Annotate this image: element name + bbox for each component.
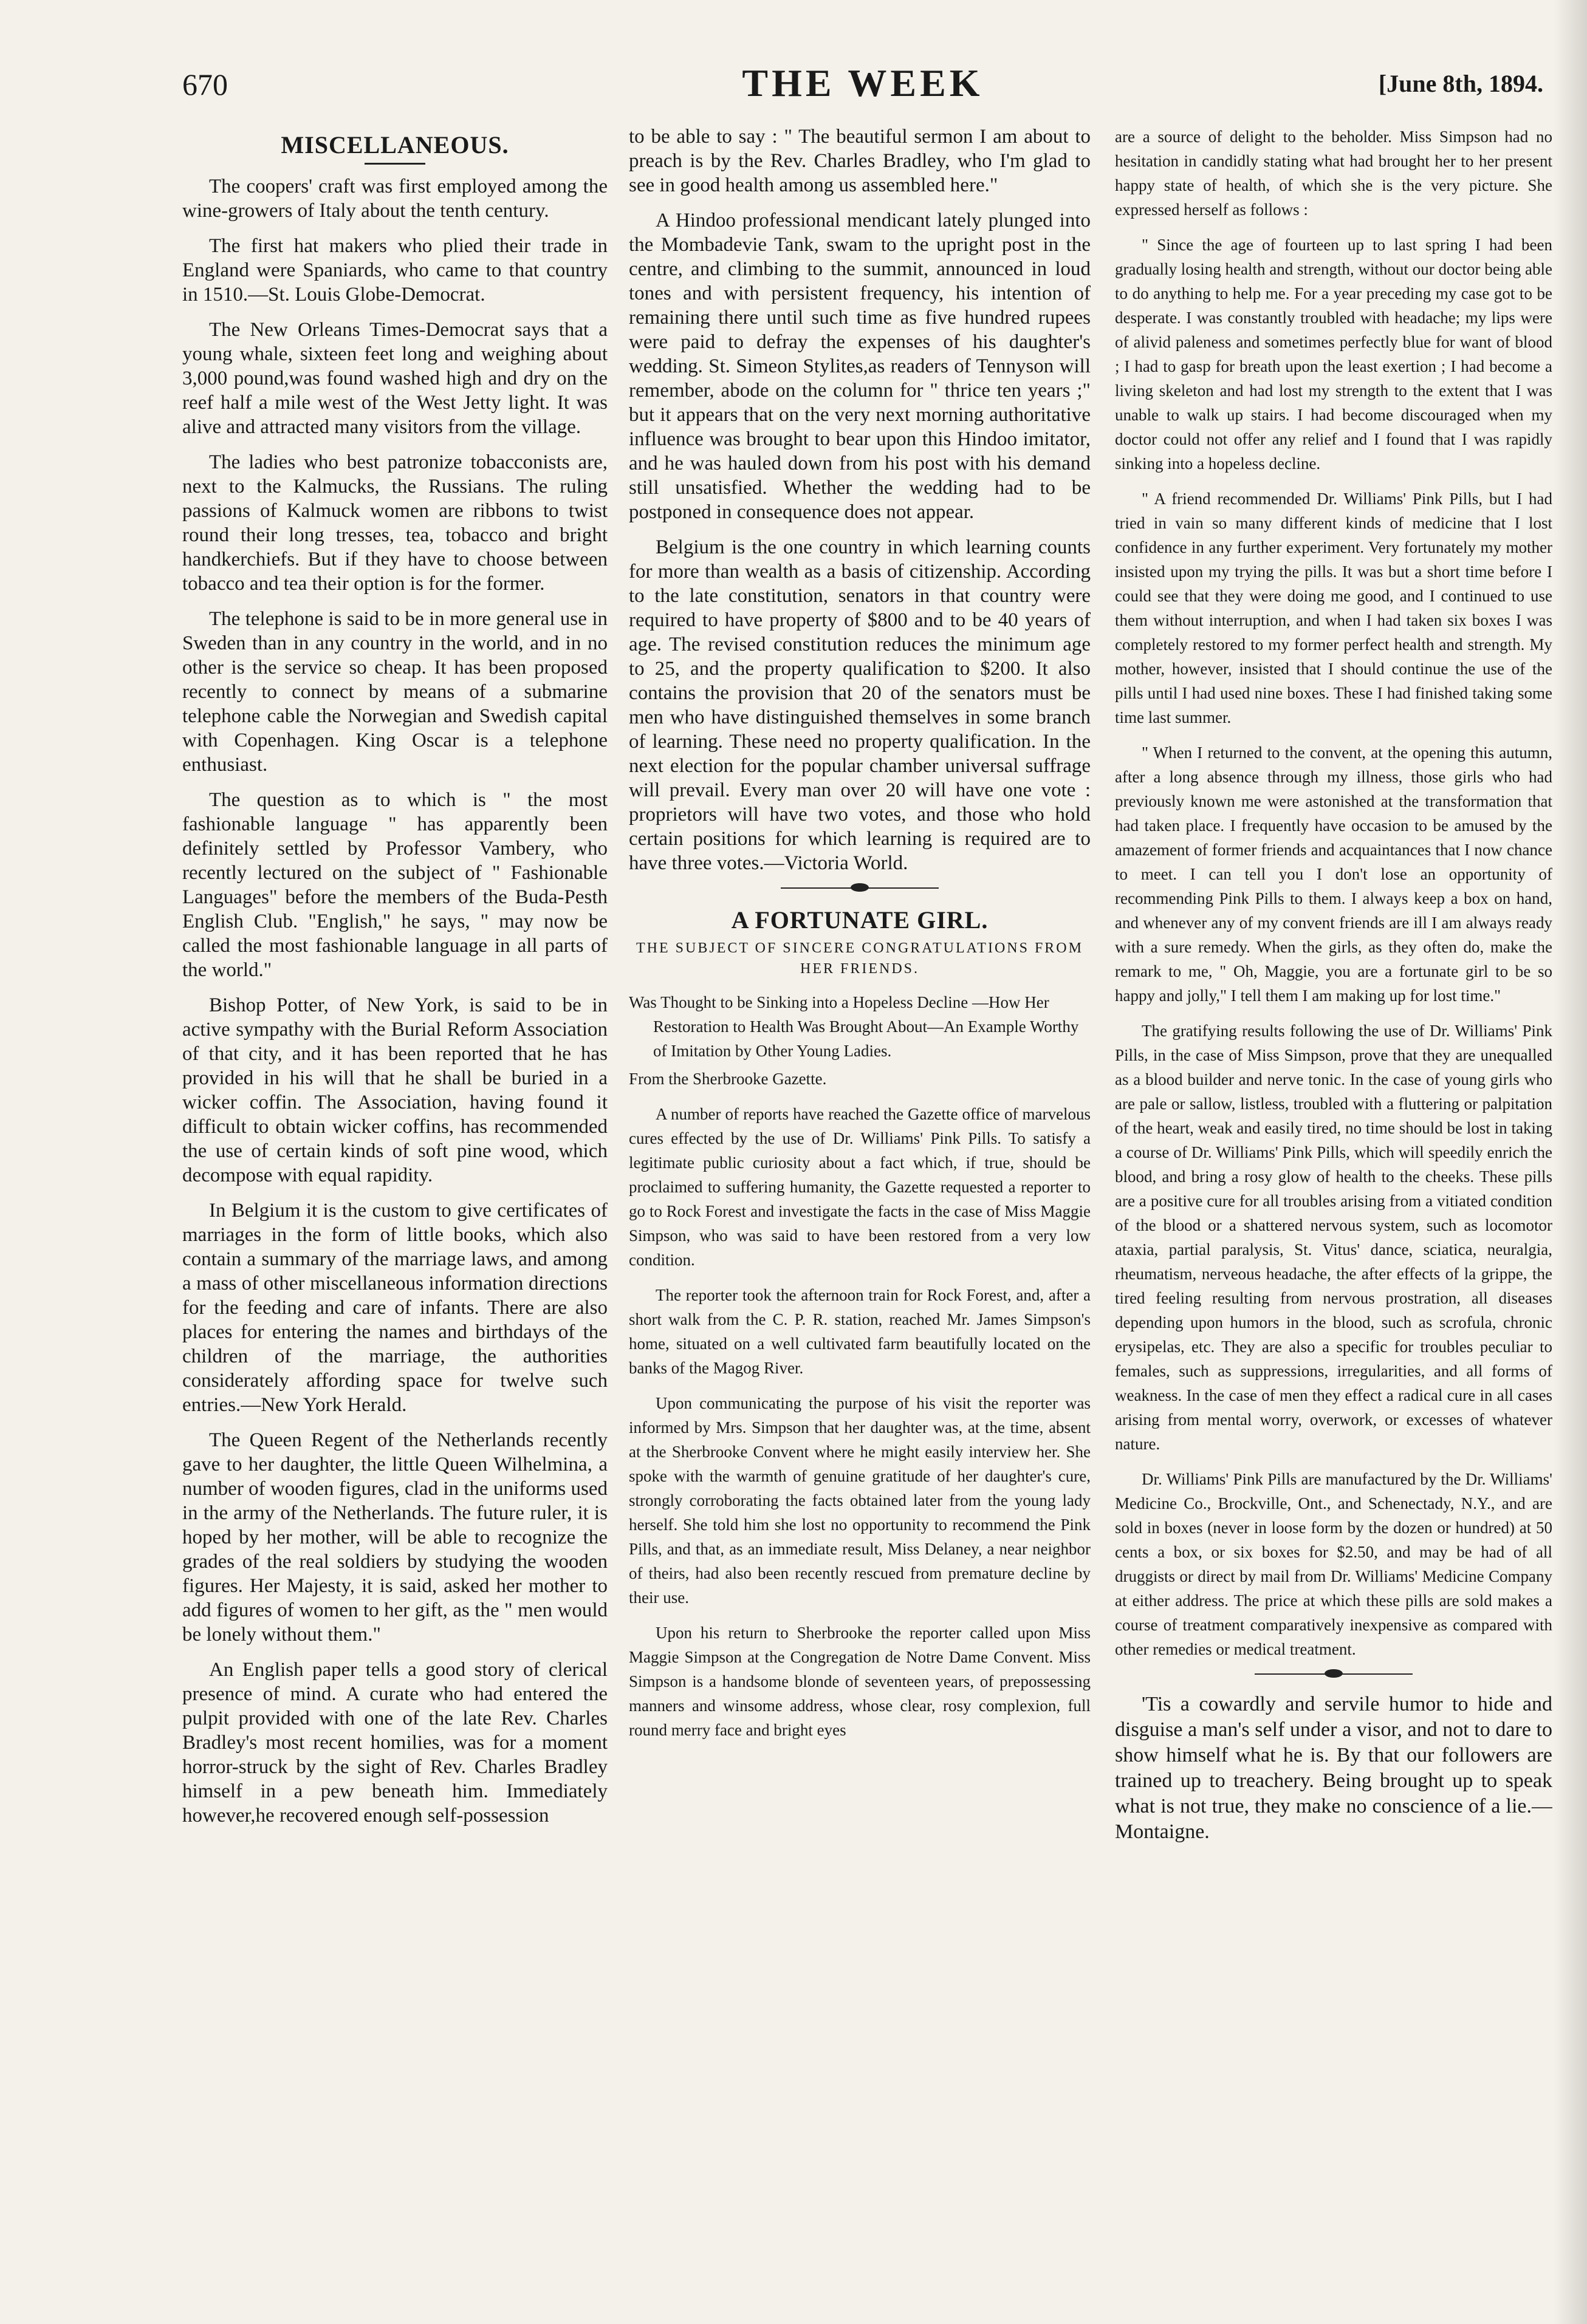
page-edge-shadow xyxy=(1554,0,1587,2324)
paragraph: Upon communicating the purpose of his visit the reporter was informed by Mrs. Simpson that her daughter was, at the time, absent at the Sherbrooke Convent where he might easily interview her. She spoke with the warmth of genuine gratitude of her daughter's cure, strongly corroborating the facts obtained later from the young lady herself. She told him she lost no opportunity to recommend the Pink Pills, and that, as an immediate result, Miss Delaney, a near neighbor of theirs, had also been recently rescued from premature decline by their use. xyxy=(629,1394,1091,1607)
article-continued xyxy=(1115,125,1552,1661)
page-header xyxy=(182,61,1543,115)
miscellaneous-continued xyxy=(629,125,1091,875)
paragraph: are a source of delight to the beholder. Miss Simpson had no hesitation in candidly stating what had brought her to her present happy state of health, of which she is the very picture. She expressed herself as follows : xyxy=(1115,128,1552,219)
paragraph: A Hindoo professional mendicant lately plunged into the Mombadevie Tank, swam to the upright post in the centre, and climbing to the summit, announced in loud tones and with persistent frequency, his intention of remaining there until such time as five hundred rupees were paid to defray the expenses of his daughter's wedding. St. Simeon Stylites,as readers of Tennyson will remember, abode on the column for " thrice ten years ;" but it appears that on the very next morning authoritative influence was brought to bear upon this Hindoo imitator, and he was hauled down from his post with his demand still unsatisfied. Whether the wedding had to be postponed in consequence does not appear. xyxy=(629,210,1091,523)
column-miscellaneous xyxy=(182,125,608,2287)
paragraph: An English paper tells a good story of clerical presence of mind. A curate who had entered the pulpit provided with one of the late Rev. Charles Bradley's most recent homilies, was for a moment horror-struck by the sight of Rev. Charles Bradley himself in a pew beneath him. Immediately however,he recovered enough self-possession xyxy=(182,1659,608,1827)
issue-date: [June 8th, 1894. xyxy=(1378,70,1543,97)
paragraph: " A friend recommended Dr. Williams' Pink Pills, but I had tried in vain so many different kinds of medicine that I lost confidence in any further experiment. Very fortunately my mother insisted upon my trying the pills. It was but a short time before I could see that they were doing me good, and I continued to use them without interruption, and when I had taken six boxes I was completely restored to my former perfect health and strength. My mother, however, insisted that I should continue the use of the pills until I had used nine boxes. These I had finished taking some time last summer. xyxy=(1115,490,1552,726)
paragraph: The telephone is said to be in more general use in Sweden than in any country in the world, and in no other is the service so cheap. It has been proposed recently to connect by means of a submarine telephone cable the Norwegian and Swedish capital with Copenhagen. King Oscar is a telephone enthusiast. xyxy=(182,608,608,776)
paragraph: The reporter took the afternoon train for Rock Forest, and, after a short walk from the C. P. R. station, reached Mr. James Simpson's home, situated on a well cultivated farm beautifully located on the banks of the Magog River. xyxy=(629,1286,1091,1377)
section-heading: MISCELLANEOUS. xyxy=(281,131,509,159)
quote-block xyxy=(1115,1692,1552,1845)
paragraph: " When I returned to the convent, at the opening this autumn, after a long absence through my illness, those girls who had previously known me were astonished at the transformation that had taken place. I frequently have occasion to be amused by the amazement of former friends and acquaintances that I now chance to meet. I can tell you I don't lose an opportunity of recommending Pink Pills to them. I always keep a box on hand, and whenever any of my convent friends are ill I am always ready with a sure remedy. When the girls, as they often do, make the remark to me, " Oh, Maggie, you are a fortunate girl to be so happy and jolly," I tell them I am making up for lost time." xyxy=(1115,743,1552,1005)
page-number: 670 xyxy=(182,67,228,101)
article-source: From the Sherbrooke Gazette. xyxy=(629,1070,827,1088)
divider xyxy=(365,163,425,165)
paragraph: Upon his return to Sherbrooke the reporter called upon Miss Maggie Simpson at the Congregation de Notre Dame Convent. Miss Simpson is a handsome blonde of seventeen years, of prepossessing manners and winsome address, whose clear, rosy complexion, full round merry face and bright eyes xyxy=(629,1624,1091,1739)
article-deck: Was Thought to be Sinking into a Hopeless Decline —How Her Restoration to Health Was Brought About—An Example Worthy of Imitation by Other Young Ladies. xyxy=(629,993,1079,1060)
paragraph: Bishop Potter, of New York, is said to be in active sympathy with the Burial Reform Association of that city, and it has been reported that he has provided in his will that he shall be buried in a wicker coffin. The Association, having found it difficult to obtain wicker coffins, has recommended the use of certain kinds of soft pine wood, which decompose with equal rapidity. xyxy=(182,994,608,1186)
column-right xyxy=(1115,125,1552,2287)
paragraph: The Queen Regent of the Netherlands recently gave to her daughter, the little Queen Wilhelmina, a number of wooden figures, clad in the uniforms used in the army of the Netherlands. The future ruler, it is hoped by her mother, will be able to recognize the grades of the real soldiers by studying the wooden figures. Her Majesty, it is said, asked her mother to add figures of women to her gift, as the " men would be lonely without them." xyxy=(182,1429,608,1646)
paragraph: Belgium is the one country in which learning counts for more than wealth as a basis of citizenship. According to the late constitution, senators in that country were required to have property of $800 and to be 40 years of age. The revised constitution reduces the minimum age to 25, and the property qualification to $200. It also contains the provision that 20 of the senators must be men who have distinguished themselves in some branch of learning. These need no property qualification. In the next election for the popular chamber universal suffrage will prevail. Every man over 20 will have one vote : proprietors will have two votes, and those who hold certain positions for which learning is required are to have three votes.—Victoria World. xyxy=(629,536,1091,874)
column-middle xyxy=(629,125,1091,2287)
paragraph: A number of reports have reached the Gazette office of marvelous cures effected by the use of Dr. Williams' Pink Pills. To satisfy a legitimate public curiosity about a fact which, if true, should be proclaimed to suffering humanity, the Gazette requested a reporter to go to Rock Forest and investigate the facts in the case of Miss Maggie Simpson, who was said to have been restored from a very low condition. xyxy=(629,1105,1091,1269)
paragraph: " Since the age of fourteen up to last spring I had been gradually losing health and strength, without our doctor being able to do anything to help me. For a year preceding my case got to be desperate. I was constantly troubled with headache; my lips were of alivid paleness and sometimes perfectly blue for want of blood ; I had to gasp for breath upon the least exertion ; I had become a living skeleton and had lost my strength to the extent that I was unable to walk up stairs. I had become discouraged when my doctor could not offer any relief and I found that I was rapidly sinking into a hopeless decline. xyxy=(1115,236,1552,473)
paragraph: In Belgium it is the custom to give certificates of marriages in the form of little books, which also contain a summary of the marriage laws, and among a mass of other miscellaneous information directions for the feeding and care of infants. There are also places for entering the names and birthdays of the children of the marriage, the authorities considerately affording space for twelve such entries.—New York Herald. xyxy=(182,1200,608,1416)
paragraph: The New Orleans Times-Democrat says that a young whale, sixteen feet long and weighing about 3,000 pound,was found washed high and dry on the reef half a mile west of the West Jetty light. It was alive and attracted many visitors from the village. xyxy=(182,319,608,438)
journal-title: THE WEEK xyxy=(742,61,984,104)
article-body xyxy=(629,990,1091,1742)
ornamental-divider xyxy=(781,887,939,891)
article-subhead: THE SUBJECT OF SINCERE CONGRATULATIONS FROM HER FRIENDS. xyxy=(636,940,1083,977)
paragraph: to be able to say : " The beautiful sermon I am about to preach is by the Rev. Charles Bradley, who I'm glad to see in good health among us assembled here." xyxy=(629,126,1091,196)
paragraph: The first hat makers who plied their trade in England were Spaniards, who came to that country in 1510.—St. Louis Globe-Democrat. xyxy=(182,235,608,306)
paragraph: The coopers' craft was first employed among the wine-growers of Italy about the tenth century. xyxy=(182,176,608,222)
montaigne-quote: 'Tis a cowardly and servile humor to hide and disguise a man's self under a visor, and not to dare to show himself what he is. By that our followers are trained up to treachery. Being brought up to speak what is not true, they make no conscience of a lie.—Montaigne. xyxy=(1115,1693,1552,1843)
paragraph: The ladies who best patronize tobacconists are, next to the Kalmucks, the Russians. The ruling passions of Kalmuck women are ribbons to twist round their long tresses, tea, tobacco and bright handkerchiefs. But if they have to choose between tobacco and tea their option is for the former. xyxy=(182,451,608,595)
ornamental-divider xyxy=(1255,1673,1413,1677)
paragraph: The question as to which is " the most fashionable language " has apparently been definitely settled by Professor Vambery, who recently lectured on the subject of " Fashionable Languages" before the members of the Buda-Pesth English Club. "English," he says, " may now be called the most fashionable language in all parts of the world." xyxy=(182,789,608,981)
paragraph: The gratifying results following the use of Dr. Williams' Pink Pills, in the case of Miss Simpson, prove that they are unequalled as a blood builder and nerve tonic. In the case of young girls who are pale or sallow, listless, troubled with a fluttering or palpitation of the heart, weak and easily tired, no time should be lost in taking a course of Dr. Williams' Pink Pills, which will speedily enrich the blood, and bring a rosy glow of health to the cheeks. These pills are a positive cure for all troubles arising from a vitiated condition of the blood or a shattered nervous system, such as locomotor ataxia, partial paralysis, St. Vitus' dance, sciatica, neuralgia, rheumatism, nerveous headache, the after effects of la grippe, the tired feeling resulting from nervous prostration, all diseases depending upon humors in the blood, such as scrofula, chronic erysipelas, etc. They are also a specific for troubles peculiar to females, such as suppressions, irregularities, and all forms of weakness. In the case of men they effect a radical cure in all cases arising from mental worry, overwork, or excesses of whatever nature. xyxy=(1115,1022,1552,1453)
article-heading: A FORTUNATE GIRL. xyxy=(731,906,989,934)
paragraph: Dr. Williams' Pink Pills are manufactured by the Dr. Williams' Medicine Co., Brockville, Ont., and Schenectady, N.Y., and are sold in boxes (never in loose form by the dozen or hundred) at 50 cents a box, or six boxes for $2.50, and may be had of all druggists or direct by mail from Dr. Williams' Medicine Company at either address. The price at which these pills are sold makes a course of treatment comparatively inexpensive as compared with other remedies or medical treatment. xyxy=(1115,1470,1552,1658)
